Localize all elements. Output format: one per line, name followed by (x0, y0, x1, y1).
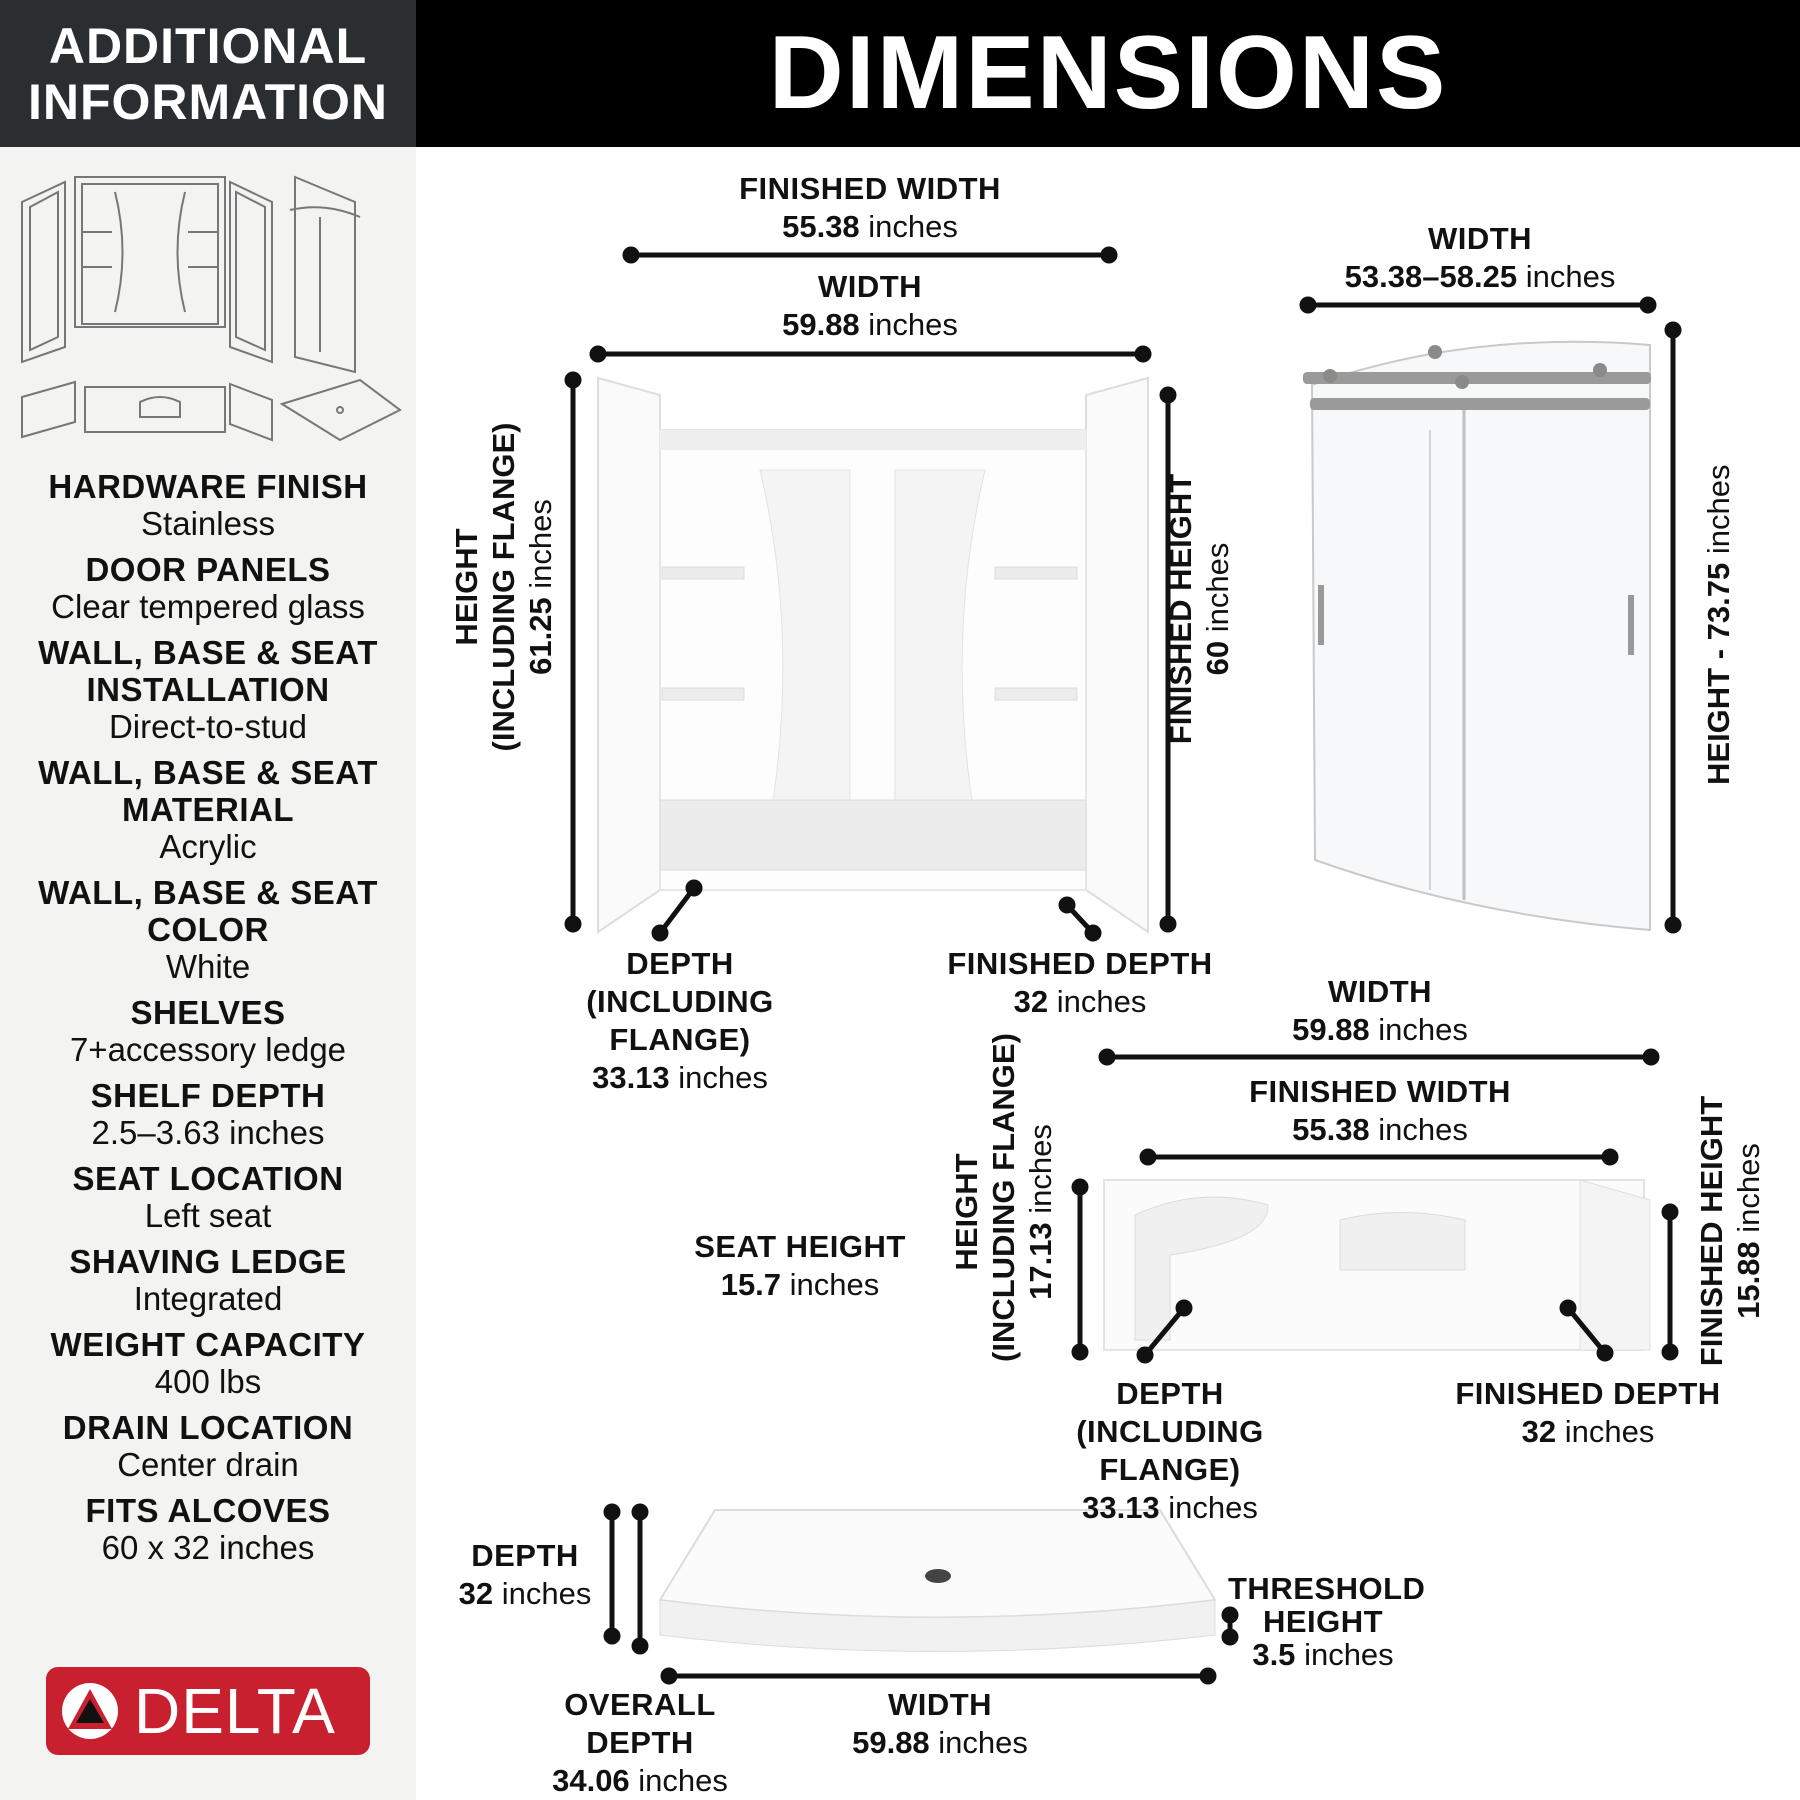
spec-value: Stainless (141, 505, 275, 542)
sidebar-header-line: INFORMATION (27, 74, 389, 130)
spec-title: SHELVES (130, 994, 286, 1031)
label-unit: inches (789, 1267, 880, 1302)
label-unit: inches (868, 209, 958, 244)
label-title: DEPTH (1116, 1376, 1224, 1411)
label-title: HEIGHT (949, 1153, 984, 1271)
label-unit: inches (1525, 259, 1616, 294)
label-title: HEIGHT (449, 528, 484, 646)
base-threshold-label (1228, 1571, 1426, 1672)
label-title: DEPTH (626, 946, 734, 981)
door-height-label (1700, 465, 1740, 785)
label-title: SEAT HEIGHT (694, 1229, 906, 1264)
label-title: FINISHED WIDTH (739, 171, 1001, 206)
label-value: 32 (1013, 984, 1049, 1019)
label-unit: inches (1023, 1124, 1058, 1214)
spec-title: WEIGHT CAPACITY (50, 1326, 366, 1363)
label-value: 3.5 (1252, 1637, 1296, 1672)
base-depth-label (440, 1537, 610, 1613)
seat-section-height-label (948, 1033, 1062, 1362)
spec-title: SHELF DEPTH (90, 1077, 326, 1114)
logo-text: DELTA (134, 1675, 336, 1747)
label-unit: inches (638, 1763, 728, 1798)
spec-title: WALL, BASE & SEAT (38, 634, 378, 671)
label-unit: inches (1378, 1112, 1468, 1147)
label-value: 61.25 (523, 597, 558, 675)
spec-value: Direct-to-stud (108, 708, 308, 745)
spec-title: DOOR PANELS (85, 551, 331, 588)
label-title: (INCLUDING FLANGE) (1076, 1414, 1264, 1487)
label-title: THRESHOLD (1228, 1571, 1426, 1606)
label-unit: inches (1056, 984, 1147, 1019)
label-title: FINISHED WIDTH (1249, 1074, 1511, 1109)
seat-section-drawing (1104, 1180, 1650, 1350)
label-title: (INCLUDING FLANGE) (586, 984, 774, 1057)
spec-title: DRAIN LOCATION (62, 1409, 354, 1446)
label-value: 73.75 (1701, 562, 1736, 641)
label-title: FINISHED HEIGHT (1163, 473, 1198, 745)
label-value: 15.88 (1731, 1241, 1766, 1319)
spec-value: Clear tempered glass (51, 588, 365, 625)
wall-height-label (448, 417, 562, 757)
wall-width-label (710, 268, 1030, 344)
seat-height-label (690, 1228, 910, 1304)
seat-finished-width-label (1230, 1073, 1530, 1149)
label-unit: inches (1168, 1490, 1258, 1525)
label-title: FINISHED HEIGHT (1694, 1095, 1729, 1367)
label-value: 55.38 (1292, 1112, 1370, 1147)
page-title: DIMENSIONS (416, 0, 1800, 147)
spec-value: White (165, 948, 251, 985)
label-value: 33.13 (1082, 1490, 1160, 1525)
sidebar-header-line: ADDITIONAL (48, 18, 368, 74)
spec-title: WALL, BASE & SEAT (38, 874, 378, 911)
label-title: FINISHED DEPTH (947, 946, 1213, 981)
label-unit: inches (523, 499, 558, 589)
label-unit: inches (938, 1725, 1028, 1760)
spec-title: WALL, BASE & SEAT (38, 754, 378, 791)
seat-finished-height-label (1693, 1091, 1769, 1371)
label-title: (INCLUDING FLANGE) (986, 1033, 1021, 1362)
spec-value: 2.5–3.63 inches (91, 1114, 325, 1151)
label-value: 17.13 (1023, 1222, 1058, 1300)
label-value: 34.06 (552, 1763, 630, 1798)
shower-base-drawing (660, 1510, 1215, 1652)
spec-title: SHAVING LEDGE (69, 1243, 347, 1280)
label-unit: inches (1378, 1012, 1468, 1047)
spec-value: Integrated (133, 1280, 283, 1317)
wall-depth-label (520, 945, 840, 1097)
base-overall-depth-label (510, 1686, 770, 1800)
label-unit: inches (1200, 542, 1235, 633)
label-unit: inches (1701, 464, 1736, 555)
label-value: 59.88 (852, 1725, 930, 1760)
spec-value: Center drain (117, 1446, 299, 1483)
label-unit: inches (1304, 1637, 1394, 1672)
label-value: 59.88 (782, 307, 860, 342)
label-value: 59.88 (1292, 1012, 1370, 1047)
label-title: WIDTH (817, 269, 923, 304)
spec-value: Acrylic (159, 828, 257, 865)
label-title: DEPTH (471, 1538, 579, 1573)
wall-finished-depth-label (940, 945, 1220, 1021)
label-title: OVERALL DEPTH (564, 1687, 716, 1760)
wall-finished-width-label (710, 170, 1030, 246)
label-unit: inches (678, 1060, 768, 1095)
label-value: 60 (1200, 640, 1235, 676)
seat-width-label (1230, 973, 1530, 1049)
label-value: 32 (1521, 1414, 1557, 1449)
label-unit: inches (868, 307, 958, 342)
label-value: 15.7 (720, 1267, 782, 1302)
label-title: (INCLUDING FLANGE) (486, 422, 521, 752)
spec-value: Left seat (144, 1197, 272, 1234)
door-width-label (1320, 220, 1640, 296)
label-title: WIDTH (1327, 974, 1433, 1009)
label-value: 33.13 (592, 1060, 670, 1095)
label-title: WIDTH (887, 1687, 993, 1722)
label-value: 32 (458, 1576, 494, 1611)
label-unit: inches (501, 1576, 592, 1611)
spec-title: COLOR (147, 911, 269, 948)
shower-door-drawing (1303, 342, 1651, 930)
label-value: 55.38 (782, 209, 860, 244)
seat-depth-label (1010, 1375, 1330, 1527)
label-title: FINISHED DEPTH (1455, 1376, 1721, 1411)
label-title: HEIGHT - (1701, 640, 1736, 785)
label-unit: inches (1564, 1414, 1655, 1449)
label-value: 53.38–58.25 (1344, 259, 1518, 294)
spec-title: HARDWARE FINISH (48, 468, 368, 505)
spec-title: MATERIAL (121, 791, 295, 828)
base-width-label (820, 1686, 1060, 1762)
spec-title: FITS ALCOVES (85, 1492, 331, 1529)
label-title: WIDTH (1427, 221, 1533, 256)
spec-value: 7+accessory ledge (69, 1031, 347, 1068)
spec-title: SEAT LOCATION (72, 1160, 344, 1197)
spec-value: 400 lbs (154, 1363, 262, 1400)
spec-title: INSTALLATION (86, 671, 330, 708)
spec-value: 60 x 32 inches (101, 1529, 315, 1566)
wall-kit-drawing (598, 378, 1148, 932)
wall-finished-height-label (1162, 469, 1238, 749)
seat-finished-depth-label (1448, 1375, 1728, 1451)
label-unit: inches (1731, 1143, 1766, 1233)
label-title: HEIGHT (1262, 1604, 1384, 1639)
